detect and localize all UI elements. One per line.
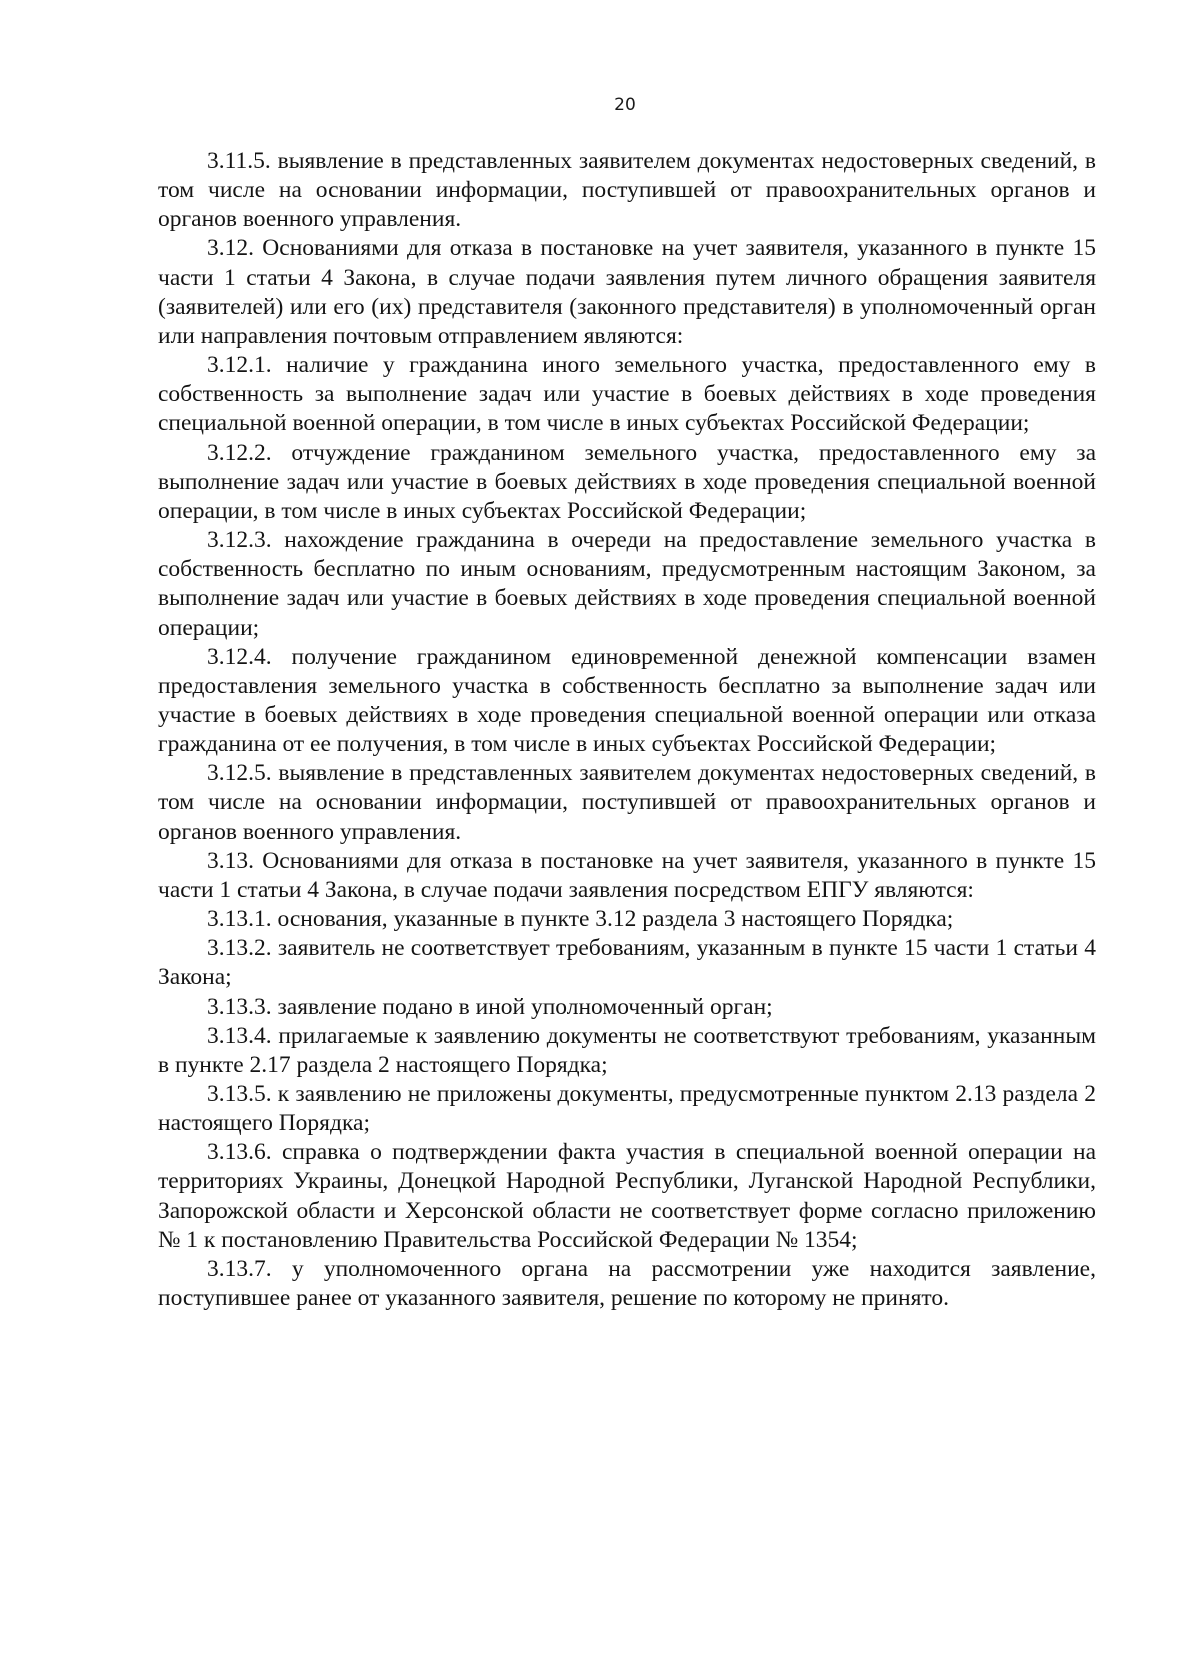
paragraph-3-13-3: 3.13.3. заявление подано в иной уполномоченный орган;: [207, 993, 773, 1020]
paragraph-3-12-3: 3.12.3. нахождение гражданина в очереди на предоставление земельного участка в собственность бесплатно по иным основаниям, предусмотренным настоящим Законом, за выполнение задач или участие в боевых действиях в ходе проведения специальной военной операции;: [158, 527, 1096, 641]
paragraph-3-12-2: 3.12.2. отчуждение гражданином земельного участка, предоставленного ему за выполнение задач или участие в боевых действиях в ходе проведения специальной военной операции, в том числе в иных субъектах Российской Федерации;: [158, 439, 1096, 524]
page-number: 20: [614, 95, 636, 115]
paragraph-3-12-1: 3.12.1. наличие у гражданина иного земельного участка, предоставленного ему в собственность за выполнение задач или участие в боевых действиях в ходе проведения специальной военной операции, в том числе в иных субъектах Российской Федерации;: [158, 352, 1096, 437]
paragraph-3-13-7: 3.13.7. у уполномоченного органа на рассмотрении уже находится заявление, поступившее ранее от указанного заявителя, решение по которому не принято.: [158, 1255, 1096, 1312]
paragraph-3-12-5: 3.12.5. выявление в представленных заявителем документах недостоверных сведений, в том числе на основании информации, поступившей от правоохранительных органов и органов военного управления.: [158, 760, 1096, 845]
paragraph-3-13-2: 3.13.2. заявитель не соответствует требованиям, указанным в пункте 15 части 1 статьи 4 Закона;: [158, 935, 1096, 991]
paragraph-3-12: 3.12. Основаниями для отказа в постановке на учет заявителя, указанного в пункте 15 части 1 статьи 4 Закона, в случае подачи заявления путем личного обращения заявителя (заявителей) или его (их) представителя (законного представителя) в уполномоченный орган или направления почтовым отправлением являются:: [158, 235, 1096, 349]
paragraph-3-13-5: 3.13.5. к заявлению не приложены документы, предусмотренные пунктом 2.13 раздела 2 настоящего Порядка;: [158, 1081, 1096, 1137]
paragraph-3-11-5: 3.11.5. выявление в представленных заявителем документах недостоверных сведений, в том числе на основании информации, поступившей от правоохранительных органов и органов военного управления.: [158, 148, 1096, 233]
paragraph-3-12-4: 3.12.4. получение гражданином единовременной денежной компенсации взамен предоставления земельного участка в собственность бесплатно за выполнение задач или участие в боевых действиях в ходе проведения специальной военной операции или отказа гражданина от ее получения, в том числе в иных субъектах Российской Федерации;: [158, 643, 1096, 758]
paragraph-3-13-6: 3.13.6. справка о подтверждении факта участия в специальной военной операции на территориях Украины, Донецкой Народной Республики, Луганской Народной Республики, Запорожской области и Херсонской области не соответствует форме согласно приложению № 1 к постановлению Правительства Российской Федерации № 1354;: [158, 1139, 1096, 1253]
paragraph-3-13: 3.13. Основаниями для отказа в постановке на учет заявителя, указанного в пункте 15 части 1 статьи 4 Закона, в случае подачи заявления посредством ЕПГУ являются:: [158, 847, 1096, 903]
paragraph-3-13-1: 3.13.1. основания, указанные в пункте 3.12 раздела 3 настоящего Порядка;: [207, 906, 954, 933]
paragraph-3-13-4: 3.13.4. прилагаемые к заявлению документы не соответствуют требованиям, указанным в пункте 2.17 раздела 2 настоящего Порядка;: [158, 1022, 1096, 1078]
document-body: [158, 147, 1096, 1313]
